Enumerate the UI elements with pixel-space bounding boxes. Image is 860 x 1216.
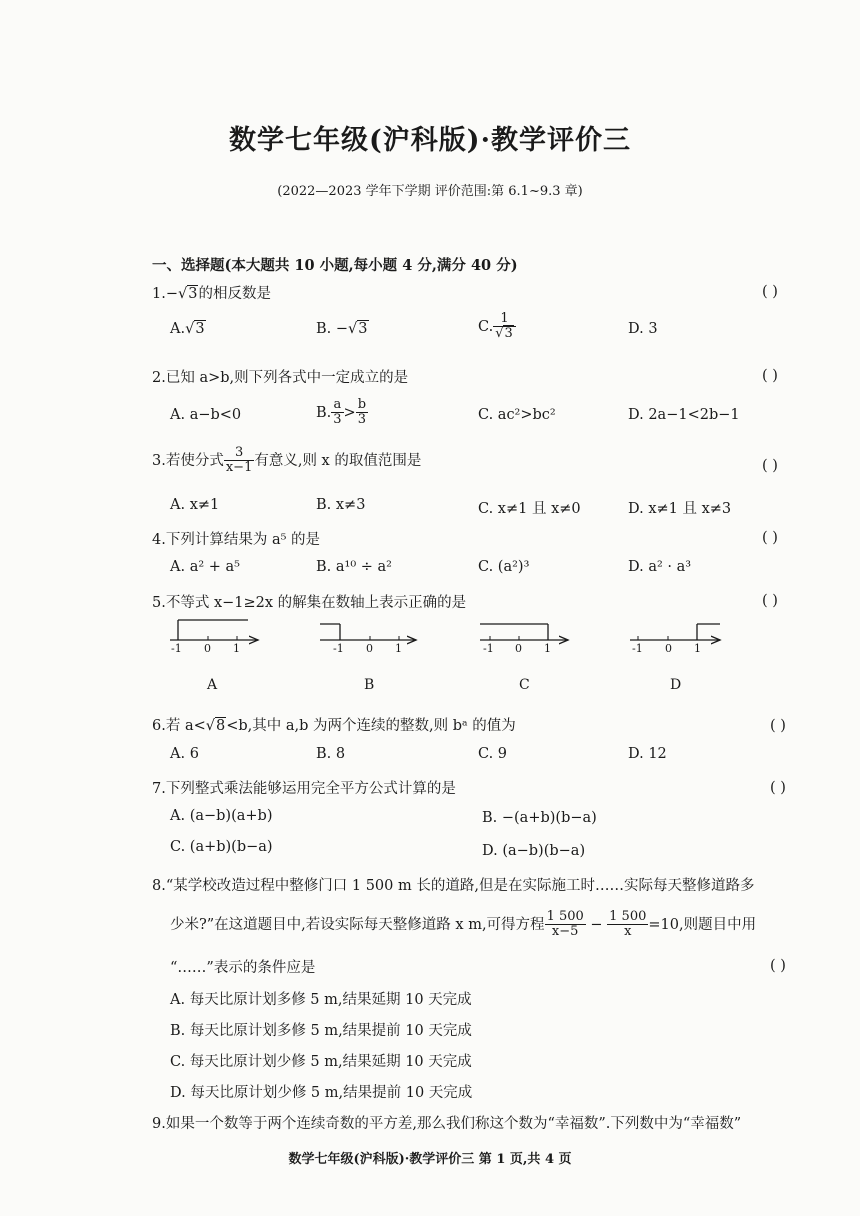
answer-blank-6[interactable]: ( ): [770, 718, 786, 734]
q4-option-a[interactable]: A. a² + a⁵: [170, 559, 240, 575]
tick-label: 0: [515, 642, 522, 655]
tick-label: 0: [665, 642, 672, 655]
q5-option-c[interactable]: C: [519, 677, 530, 693]
q5-option-b[interactable]: B: [364, 677, 375, 693]
q8-option-b[interactable]: B. 每天比原计划多修 5 m,结果提前 10 天完成: [170, 1023, 472, 1039]
q4-option-b[interactable]: B. a¹⁰ ÷ a²: [316, 559, 392, 575]
q7-option-d[interactable]: D. (a−b)(b−a): [482, 843, 586, 859]
q5-option-d[interactable]: D: [670, 677, 682, 693]
q7-option-a[interactable]: A. (a−b)(a+b): [170, 808, 273, 824]
answer-blank-4[interactable]: ( ): [762, 530, 778, 546]
tick-label: 1: [694, 642, 701, 655]
question-8-line-2: 少米?”在这道题目中,若设实际每天整修道路 x m,可得方程 $\frac{1 500}{x-5}$ − $\frac{1 500}{x}$ =10,则题目中用: [170, 909, 757, 940]
question-6: 6.若 a<√8<b,其中 a,b 为两个连续的整数,则 bᵃ 的值为: [152, 718, 516, 734]
question-1: 1.−√3的相反数是: [152, 286, 271, 302]
q2-option-c[interactable]: C. ac²>bc²: [478, 407, 556, 423]
answer-blank-1[interactable]: ( ): [762, 284, 778, 300]
number-line-d: [630, 624, 720, 640]
q8-option-a[interactable]: A. 每天比原计划多修 5 m,结果延期 10 天完成: [170, 992, 472, 1008]
question-8-line-1: 8.“某学校改造过程中整修门口 1 500 m 长的道路,但是在实际施工时……实际每天整修道路多: [152, 878, 755, 894]
answer-blank-2[interactable]: ( ): [762, 368, 778, 384]
answer-blank-3[interactable]: ( ): [762, 458, 778, 474]
q3-option-d[interactable]: D. x≠1 且 x≠3: [628, 501, 732, 517]
question-8-line-3: “……”表示的条件应是: [170, 960, 316, 976]
tick-label: -1: [171, 642, 182, 655]
q8-option-d[interactable]: D. 每天比原计划少修 5 m,结果提前 10 天完成: [170, 1085, 473, 1101]
q1-option-c[interactable]: C. $\frac{1}{√3}$: [478, 312, 516, 342]
tick-label: 1: [233, 642, 240, 655]
number-line-b: [320, 624, 416, 640]
q3-option-a[interactable]: A. x≠1: [170, 497, 220, 513]
q5-option-a[interactable]: A: [207, 677, 218, 693]
page-subtitle: (2022—2023 学年下学期 评价范围:第 6.1~9.3 章): [277, 184, 583, 199]
tick-label: -1: [483, 642, 494, 655]
q8-option-c[interactable]: C. 每天比原计划少修 5 m,结果延期 10 天完成: [170, 1054, 472, 1070]
q4-option-c[interactable]: C. (a²)³: [478, 559, 530, 575]
q6-option-b[interactable]: B. 8: [316, 746, 346, 762]
q6-option-d[interactable]: D. 12: [628, 746, 667, 762]
question-5: 5.不等式 x−1≥2x 的解集在数轴上表示正确的是: [152, 595, 467, 611]
q2-option-a[interactable]: A. a−b<0: [170, 407, 242, 423]
q6-option-a[interactable]: A. 6: [170, 746, 199, 762]
question-7: 7.下列整式乘法能够运用完全平方公式计算的是: [152, 781, 456, 797]
q1-option-b[interactable]: B. −√3: [316, 321, 368, 337]
q4-option-d[interactable]: D. a² · a³: [628, 559, 692, 575]
tick-label: 1: [544, 642, 551, 655]
question-3: 3.若使分式 $\frac{3}{x-1}$ 有意义,则 x 的取值范围是: [152, 445, 422, 476]
page-footer: 数学七年级(沪科版)·教学评价三 第 1 页,共 4 页: [288, 1152, 572, 1167]
page-title: 数学七年级(沪科版)·教学评价三: [229, 125, 631, 156]
q7-option-b[interactable]: B. −(a+b)(b−a): [482, 810, 597, 826]
q1-option-a[interactable]: A.√3: [170, 321, 205, 337]
q2-option-b[interactable]: B. $\frac{a}{3}$ > $\frac{b}{3}$: [316, 397, 367, 428]
q6-option-c[interactable]: C. 9: [478, 746, 508, 762]
question-2: 2.已知 a>b,则下列各式中一定成立的是: [152, 370, 409, 386]
tick-label: 0: [204, 642, 211, 655]
q3-option-c[interactable]: C. x≠1 且 x≠0: [478, 501, 581, 517]
tick-label: -1: [632, 642, 643, 655]
question-4: 4.下列计算结果为 a⁵ 的是: [152, 532, 321, 548]
section-heading: 一、选择题(本大题共 10 小题,每小题 4 分,满分 40 分): [152, 257, 518, 274]
answer-blank-5[interactable]: ( ): [762, 593, 778, 609]
q3-option-b[interactable]: B. x≠3: [316, 497, 366, 513]
question-9: 9.如果一个数等于两个连续奇数的平方差,那么我们称这个数为“幸福数”.下列数中为“幸福数”: [152, 1116, 742, 1132]
q2-option-d[interactable]: D. 2a−1<2b−1: [628, 407, 740, 423]
tick-label: -1: [333, 642, 344, 655]
tick-label: 0: [366, 642, 373, 655]
number-line-c: [480, 624, 568, 640]
answer-blank-7[interactable]: ( ): [770, 780, 786, 796]
q1-option-d[interactable]: D. 3: [628, 321, 658, 337]
tick-label: 1: [395, 642, 402, 655]
q7-option-c[interactable]: C. (a+b)(b−a): [170, 839, 273, 855]
answer-blank-8[interactable]: ( ): [770, 958, 786, 974]
number-line-a: [170, 620, 258, 640]
